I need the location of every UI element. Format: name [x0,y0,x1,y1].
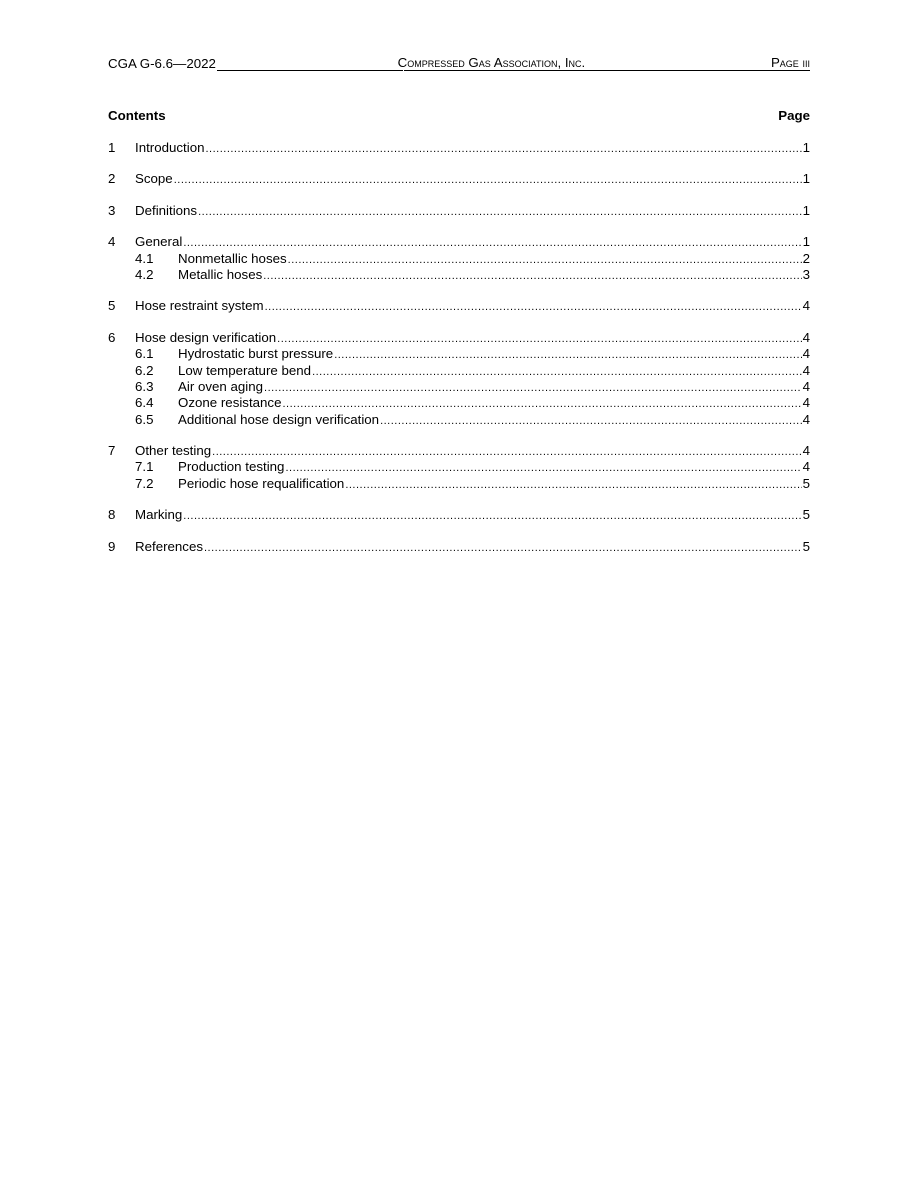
toc-page-number: 1 [802,202,810,218]
toc-entry[interactable] [108,507,810,523]
toc-title: Production testing [178,459,285,475]
toc-page-number: 1 [802,140,810,155]
toc-section [108,507,810,523]
toc-entry[interactable] [108,298,810,314]
toc-page-number: 4 [802,346,810,362]
toc-title: Introduction [135,140,205,155]
toc-page-number: 4 [802,395,810,411]
dot-leader [265,299,802,315]
toc-page-number: 1 [802,171,810,187]
toc-page-number: 5 [802,538,810,554]
toc-title: Definitions [135,202,198,218]
toc-subentry[interactable] [108,395,810,411]
toc-subentry[interactable] [108,363,810,379]
dot-leader [205,141,801,157]
toc-title: Hydrostatic burst pressure [178,346,334,362]
dot-leader [183,235,801,251]
dot-leader [334,347,801,363]
page-column-label: Page [778,108,810,123]
toc-entry[interactable] [108,140,810,156]
toc-entry[interactable] [108,443,810,459]
dot-leader [345,477,801,493]
toc-page-number: 2 [802,250,810,266]
toc-entry[interactable] [108,203,810,219]
toc-page-number: 1 [802,234,810,250]
dot-leader [312,364,802,380]
toc-number: 6.1 [135,346,154,362]
toc-number: 8 [108,507,116,523]
dot-leader [285,460,801,476]
contents-heading [108,108,810,123]
page-header [108,54,810,71]
toc-title: References [135,538,203,554]
toc-page-number: 4 [802,411,810,427]
toc-section [108,539,810,555]
toc-entry[interactable] [108,171,810,187]
toc-title: Other testing [135,443,212,459]
dot-leader [174,172,802,188]
dot-leader [288,252,802,268]
toc-title: Air oven aging [178,378,264,394]
toc-entry[interactable] [108,330,810,346]
toc-number: 6.3 [135,378,154,394]
toc-number: 7.1 [135,459,154,475]
toc-section [108,330,810,428]
toc-page-number: 5 [802,475,810,491]
toc-entry[interactable] [108,539,810,555]
toc-section [108,298,810,314]
toc-number: 4 [108,234,116,250]
toc-page-number: 4 [802,329,810,345]
dot-leader [198,204,802,220]
toc-title: Scope [135,171,173,187]
toc-title: Metallic hoses [178,266,263,282]
toc-title: Nonmetallic hoses [178,250,287,266]
toc-title: Periodic hose requalification [178,475,345,491]
toc-subentry[interactable] [108,251,810,267]
dot-leader [263,268,801,284]
toc-subentry[interactable] [108,476,810,492]
toc-number: 2 [108,171,116,187]
dot-leader [212,444,801,460]
contents-title: Contents [108,108,166,123]
document-id: CGA G-6.6—2022 [108,56,216,71]
toc-title: Additional hose design verification [178,411,380,427]
organization-name: Compressed Gas Association, Inc. [397,55,586,70]
toc-number: 7 [108,443,116,459]
toc-title: Hose restraint system [135,298,264,314]
toc-number: 7.2 [135,475,154,491]
toc-section [108,203,810,219]
dot-leader [380,413,802,429]
toc-subentry[interactable] [108,459,810,475]
organization-wrap [397,55,586,71]
dot-leader [183,508,801,524]
table-of-contents [108,140,810,570]
toc-subentry[interactable] [108,267,810,283]
toc-subentry[interactable] [108,379,810,395]
toc-page-number: 5 [802,507,810,523]
toc-title: Low temperature bend [178,362,312,378]
header-rule [217,56,403,71]
toc-title: Ozone resistance [178,395,282,411]
toc-number: 4.2 [135,266,154,282]
header-rule [585,56,771,71]
toc-page-number: 4 [802,298,810,314]
toc-section [108,171,810,187]
toc-subentry[interactable] [108,412,810,428]
dot-leader [277,331,801,347]
toc-number: 6.5 [135,411,154,427]
toc-title: General [135,234,183,250]
toc-subentry[interactable] [108,346,810,362]
dot-leader [282,396,801,412]
toc-page-number: 3 [802,266,810,282]
toc-number: 1 [108,140,116,155]
toc-page-number: 4 [802,378,810,394]
toc-number: 6 [108,329,116,345]
toc-number: 4.1 [135,250,154,266]
toc-entry[interactable] [108,234,810,250]
toc-page-number: 4 [802,362,810,378]
toc-section [108,140,810,156]
toc-title: Marking [135,507,183,523]
dot-leader [204,540,802,556]
toc-page-number: 4 [802,459,810,475]
toc-number: 6.2 [135,362,154,378]
toc-page-number: 4 [802,443,810,459]
toc-title: Hose design verification [135,329,277,345]
toc-number: 9 [108,538,116,554]
page-number: Page iii [770,55,811,70]
toc-number: 3 [108,202,116,218]
toc-number: 5 [108,298,116,314]
toc-number: 6.4 [135,395,154,411]
toc-section [108,443,810,492]
toc-section [108,234,810,283]
dot-leader [264,380,802,396]
